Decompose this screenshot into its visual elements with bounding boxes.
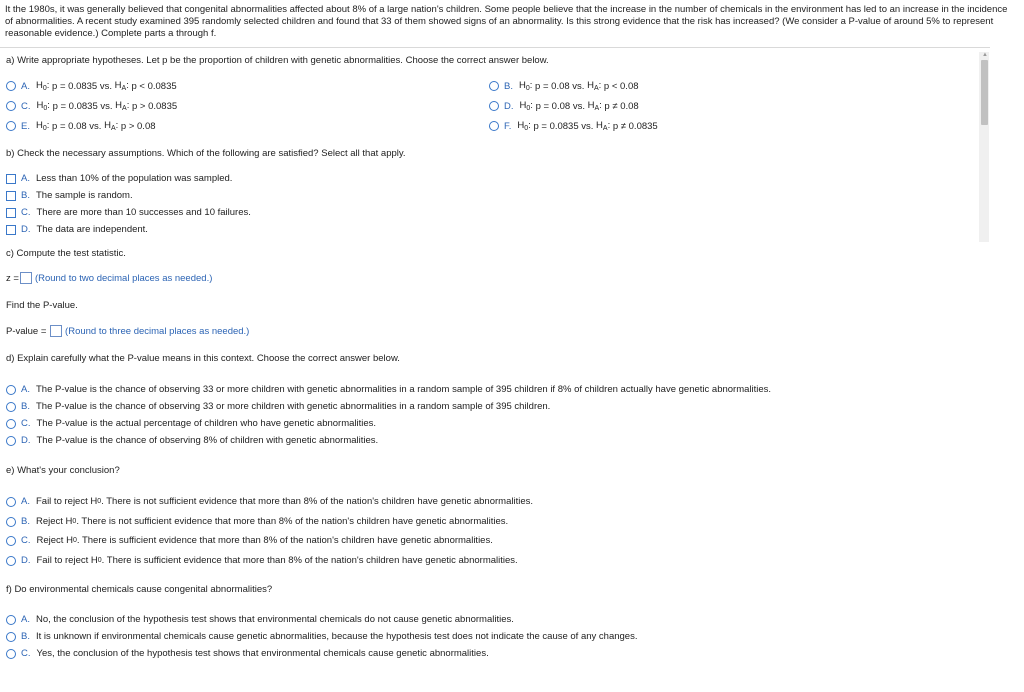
radio-icon[interactable]: [6, 121, 16, 131]
part-d-question: d) Explain carefully what the P-value means in this context. Choose the correct answer below.: [6, 353, 400, 364]
part-d-option-d[interactable]: D. The P-value is the chance of observing 8% of children with genetic abnormalities.: [6, 435, 378, 446]
pvalue-question: Find the P-value.: [6, 300, 78, 311]
part-e-option-a[interactable]: A. Fail to reject H 0 . There is not sufficient evidence that more than 8% of the nation's children have genetic abnormalities.: [6, 496, 533, 507]
part-a-option-b[interactable]: B. $H_0$: p = 0.08 vs. $H_A$: p < 0.08: [489, 80, 639, 92]
z-row: [6, 272, 212, 284]
pvalue-hint: (Round to three decimal places as needed.): [65, 325, 250, 337]
h0-label: $H_0$:: [35, 80, 50, 92]
pvalue-input[interactable]: [50, 325, 62, 337]
part-a-question: a) Write appropriate hypotheses. Let p be the proportion of children with genetic abnormalities. Choose the correct answer below.: [6, 55, 549, 66]
radio-icon[interactable]: [6, 419, 16, 429]
radio-icon[interactable]: [6, 556, 16, 566]
part-e-option-d[interactable]: D. Fail to reject H 0 . There is sufficient evidence that more than 8% of the nation's children have genetic abnormalities.: [6, 555, 518, 566]
ha-value: p < 0.0835: [131, 80, 177, 92]
pvalue-row: [6, 325, 249, 337]
radio-icon[interactable]: [489, 81, 499, 91]
radio-icon[interactable]: [6, 402, 16, 412]
radio-icon[interactable]: [6, 497, 16, 507]
part-e-option-c[interactable]: C. Reject H 0 . There is sufficient evidence that more than 8% of the nation's children have genetic abnormalities.: [6, 535, 493, 546]
radio-icon[interactable]: [6, 632, 16, 642]
part-f-option-a[interactable]: A. No, the conclusion of the hypothesis test shows that environmental chemicals do not cause genetic abnormalities.: [6, 614, 514, 625]
checkbox-icon[interactable]: [6, 225, 16, 235]
part-d-option-b[interactable]: B. The P-value is the chance of observing 33 or more children with genetic abnormalities in a random sample of 395 children.: [6, 401, 550, 412]
radio-icon[interactable]: [6, 81, 16, 91]
radio-icon[interactable]: [6, 385, 16, 395]
part-f-option-c[interactable]: C. Yes, the conclusion of the hypothesis test shows that environmental chemicals cause genetic abnormalities.: [6, 648, 489, 659]
problem-intro: It the 1980s, it was generally believed that congenital abnormalities affected about 8% of a large nation's children. Some people believe that the increase in the number of chemicals in the environment has led to an increase in the incidence of abnormalities. A recent study examined 395 randomly selected children and found that 33 of them showed signs of an abnormality. Is this strong evidence that the risk has increased? (We consider a P-value of around 5% to represent reasonable evidence.) Complete parts a through f.: [5, 4, 1008, 40]
radio-icon[interactable]: [6, 615, 16, 625]
ha-label: $H_A$:: [114, 80, 129, 92]
option-letter: A.: [21, 80, 30, 92]
z-hint: (Round to two decimal places as needed.): [34, 272, 213, 284]
part-b-option-c[interactable]: C. There are more than 10 successes and 10 failures.: [6, 207, 251, 218]
part-a-option-a[interactable]: A. $H_0$: p = 0.0835 vs. $H_A$: p < 0.0835: [6, 80, 177, 92]
h0-value: p = 0.0835: [52, 80, 98, 92]
radio-icon[interactable]: [6, 649, 16, 659]
scroll-up-arrow-icon[interactable]: ▲: [982, 52, 988, 58]
checkbox-icon[interactable]: [6, 174, 16, 184]
part-b-option-a[interactable]: A. Less than 10% of the population was sampled.: [6, 173, 232, 184]
radio-icon[interactable]: [6, 517, 16, 527]
radio-icon[interactable]: [6, 436, 16, 446]
radio-icon[interactable]: [489, 101, 499, 111]
z-input[interactable]: [20, 272, 32, 284]
part-f-option-b[interactable]: B. It is unknown if environmental chemicals cause genetic abnormalities, because the hypothesis test does not indicate the cause of any changes.: [6, 631, 637, 642]
z-label: z =: [6, 272, 19, 284]
part-b-question: b) Check the necessary assumptions. Which of the following are satisfied? Select all that apply.: [6, 148, 406, 159]
radio-icon[interactable]: [6, 101, 16, 111]
checkbox-icon[interactable]: [6, 208, 16, 218]
part-a-option-f[interactable]: F. $H_0$: p = 0.0835 vs. $H_A$: p ≠ 0.0835: [489, 120, 658, 132]
part-b-option-b[interactable]: B. The sample is random.: [6, 190, 133, 201]
radio-icon[interactable]: [489, 121, 499, 131]
part-a-option-c[interactable]: C. $H_0$: p = 0.0835 vs. $H_A$: p > 0.0835: [6, 100, 177, 112]
part-e-question: e) What's your conclusion?: [6, 465, 120, 476]
scrollbar-thumb[interactable]: [981, 60, 988, 125]
pvalue-label: P-value =: [6, 325, 47, 337]
part-f-question: f) Do environmental chemicals cause congenital abnormalities?: [6, 584, 273, 595]
divider: [0, 47, 990, 48]
part-d-option-c[interactable]: C. The P-value is the actual percentage of children who have genetic abnormalities.: [6, 418, 376, 429]
checkbox-icon[interactable]: [6, 191, 16, 201]
part-a-option-d[interactable]: D. $H_0$: p = 0.08 vs. $H_A$: p ≠ 0.08: [489, 100, 639, 112]
part-b-option-d[interactable]: D. The data are independent.: [6, 224, 148, 235]
radio-icon[interactable]: [6, 536, 16, 546]
part-e-option-b[interactable]: B. Reject H 0 . There is not sufficient evidence that more than 8% of the nation's children have genetic abnormalities.: [6, 516, 508, 527]
part-d-option-a[interactable]: A. The P-value is the chance of observing 33 or more children with genetic abnormalities in a random sample of 395 children if 8% of children actually have genetic abnormalities.: [6, 384, 771, 395]
part-a-option-e[interactable]: E. $H_0$: p = 0.08 vs. $H_A$: p > 0.08: [6, 120, 156, 132]
part-c-question: c) Compute the test statistic.: [6, 248, 126, 259]
